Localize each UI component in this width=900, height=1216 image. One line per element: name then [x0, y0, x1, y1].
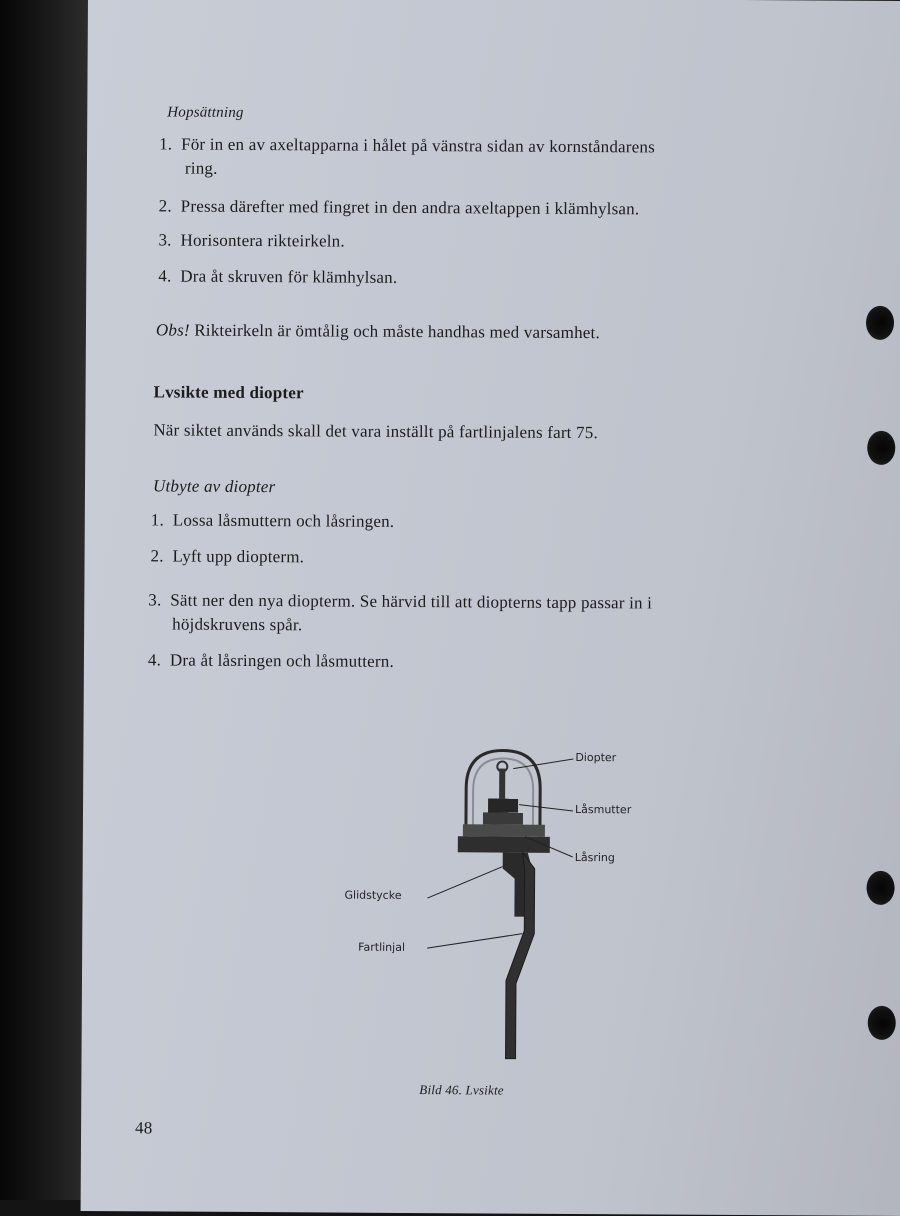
list-item-continuation: ring. [184, 158, 218, 178]
leader-line [427, 933, 522, 949]
lock-ring-shape [483, 812, 523, 824]
document-page [81, 0, 900, 1216]
binder-edge [0, 0, 92, 1200]
note-paragraph: Obs! Rikteirkeln är ömtålig och måste handhas med varsamhet. [155, 320, 600, 343]
list-item: 1. Lossa låsmuttern och låsringen. [150, 510, 395, 531]
leader-line [519, 805, 573, 811]
lvsikte-illustration [81, 0, 900, 1216]
section-heading-hopsattning: Hopsättning [167, 104, 244, 121]
section-heading-utbyte: Utbyte av diopter [152, 476, 276, 497]
intro-paragraph: När siktet används skall det vara inställt på fartlinjalens fart 75. [153, 420, 599, 443]
section-heading-lvsikte: Lvsikte med diopter [153, 382, 304, 403]
list-item-continuation: höjdskruvens spår. [172, 614, 303, 635]
base-plate [458, 836, 550, 853]
base-collar [463, 824, 545, 837]
list-item: 1. För in en av axeltapparna i hålet på vänstra sidan av kornståndarens [159, 134, 656, 157]
list-item: 4. Dra åt låsringen och låsmuttern. [147, 650, 395, 671]
leader-line [427, 866, 502, 898]
lock-nut-shape [488, 798, 518, 812]
label-fartlinjal: Fartlinjal [358, 940, 406, 954]
list-item: 2. Lyft upp diopterm. [150, 546, 305, 567]
list-item: 3. Sätt ner den nya diopterm. Se härvid till att diopterns tapp passar in i [148, 590, 653, 613]
diopter-post [499, 769, 505, 799]
label-lasring: Låsring [574, 850, 615, 865]
label-diopter: Diopter [575, 750, 617, 765]
list-item: 4. Dra åt skruven för klämhylsan. [158, 266, 398, 287]
label-glidstycke: Glidstycke [344, 888, 402, 902]
list-item: 3. Horisontera rikteirkeln. [158, 230, 345, 251]
list-item: 2. Pressa därefter med fingret in den andra axeltappen i klämhylsan. [158, 196, 640, 219]
label-lasmutter: Låsmutter [575, 802, 632, 817]
figure-caption: Bild 46. Lvsikte [419, 1082, 504, 1098]
page-number: 48 [135, 1118, 153, 1138]
